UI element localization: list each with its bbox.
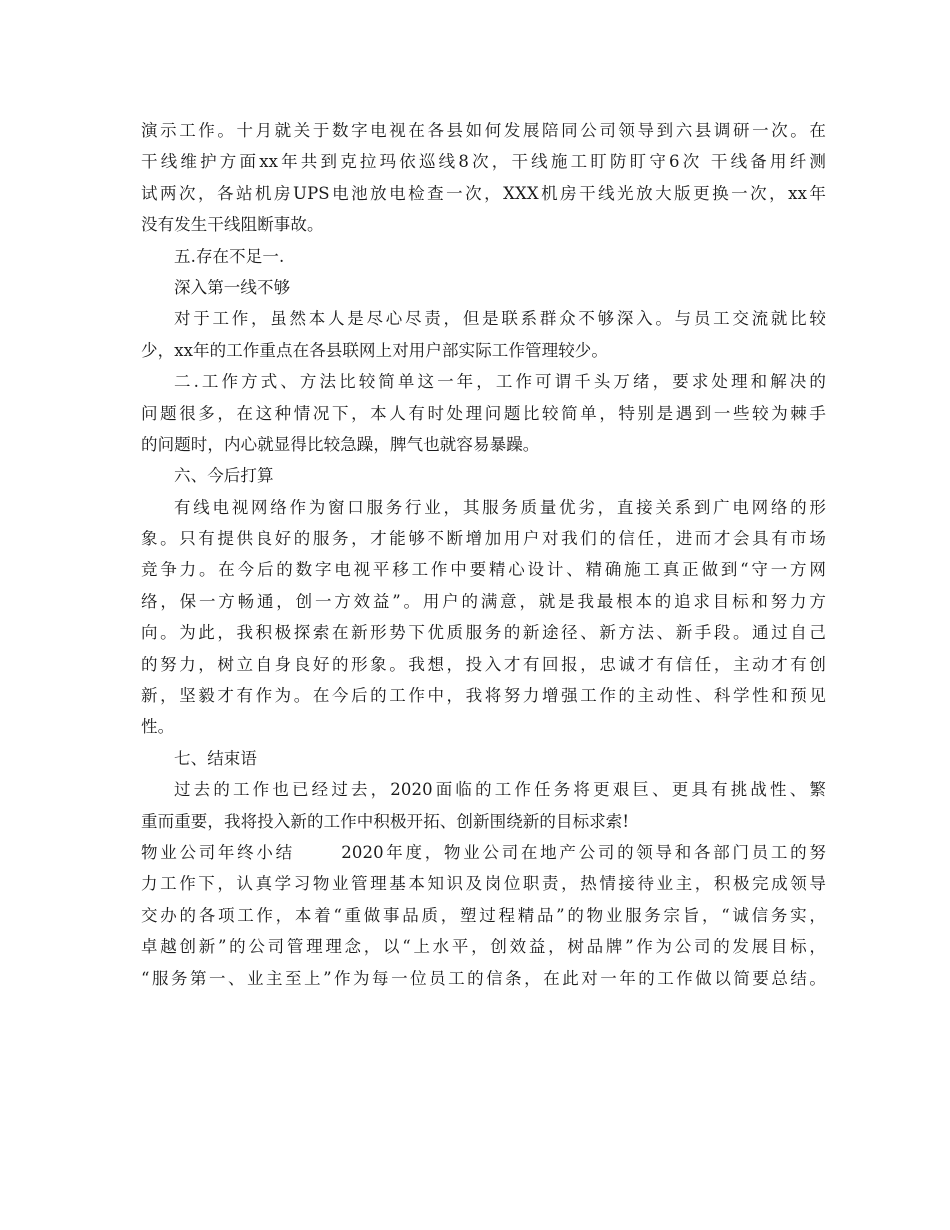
text-line: 六、今后打算 [174,466,274,486]
text-line: 没有发生干线阻断事故。 [141,215,324,235]
text-line: 性。 [141,717,175,737]
text-line: 卓越创新”的公司管理理念，以“上水平，创效益，树品牌”作为公司的发展目标， [141,937,826,957]
document-body [141,115,826,994]
text-line: 交办的各项工作，本着“重做事品质，塑过程精品”的物业服务宗旨，“诚信务实， [141,905,826,925]
text-line: 象。只有提供良好的服务，才能够不断增加用户对我们的信任，进而才会具有市场 [141,529,826,549]
text-line: 力工作下，认真学习物业管理基本知识及岗位职责，热情接待业主，积极完成领导 [141,874,826,894]
text-line: 对于工作，虽然本人是尽心尽责，但是联系群众不够深入。与员工交流就比较 [174,309,826,329]
text-line: 过去的工作也已经过去，2020面临的工作任务将更艰巨、更具有挑战性、繁 [174,780,826,800]
text-line: 有线电视网络作为窗口服务行业，其服务质量优劣，直接关系到广电网络的形 [174,497,826,517]
text-line: “服务第一、业主至上”作为每一位员工的信条，在此对一年的工作做以简要总结。 [141,968,826,988]
text-line: 物业公司年终小结 2020年度，物业公司在地产公司的领导和各部门员工的努 [141,842,826,862]
text-line: 少，xx年的工作重点在各县联网上对用户部实际工作管理较少。 [141,340,609,360]
text-line: 深入第一线不够 [174,277,291,297]
text-line: 竞争力。在今后的数字电视平移工作中要精心设计、精确施工真正做到“守一方网 [141,560,826,580]
text-line: 向。为此，我积极探索在新形势下优质服务的新途径、新方法、新手段。通过自己 [141,623,826,643]
text-line: 五.存在不足一. [174,246,285,266]
text-line: 二.工作方式、方法比较简单这一年，工作可谓千头万绪，要求处理和解决的 [174,372,826,392]
text-line: 的问题时，内心就显得比较急躁，脾气也就容易暴躁。 [141,434,540,454]
text-line: 干线维护方面xx年共到克拉玛依巡线8次，干线施工盯防盯守6次 干线备用纤测 [141,152,826,172]
text-line: 问题很多，在这种情况下，本人有时处理问题比较简单，特别是遇到一些较为棘手 [141,403,826,423]
text-line: 重而重要，我将投入新的工作中积极开拓、创新围绕新的目标求索! [141,811,630,831]
text-line: 试两次，各站机房UPS电池放电检查一次，XXX机房干线光放大版更换一次，xx年 [141,183,826,203]
text-line: 络，保一方畅通，创一方效益”。用户的满意，就是我最根本的追求目标和努力方 [141,591,826,611]
text-line: 新，坚毅才有作为。在今后的工作中，我将努力增强工作的主动性、科学性和预见 [141,686,826,706]
text-line: 七、结束语 [174,748,257,768]
text-line: 演示工作。十月就关于数字电视在各县如何发展陪同公司领导到六县调研一次。在 [141,121,826,140]
text-line: 的努力，树立自身良好的形象。我想，投入才有回报，忠诚才有信任，主动才有创 [141,654,826,674]
